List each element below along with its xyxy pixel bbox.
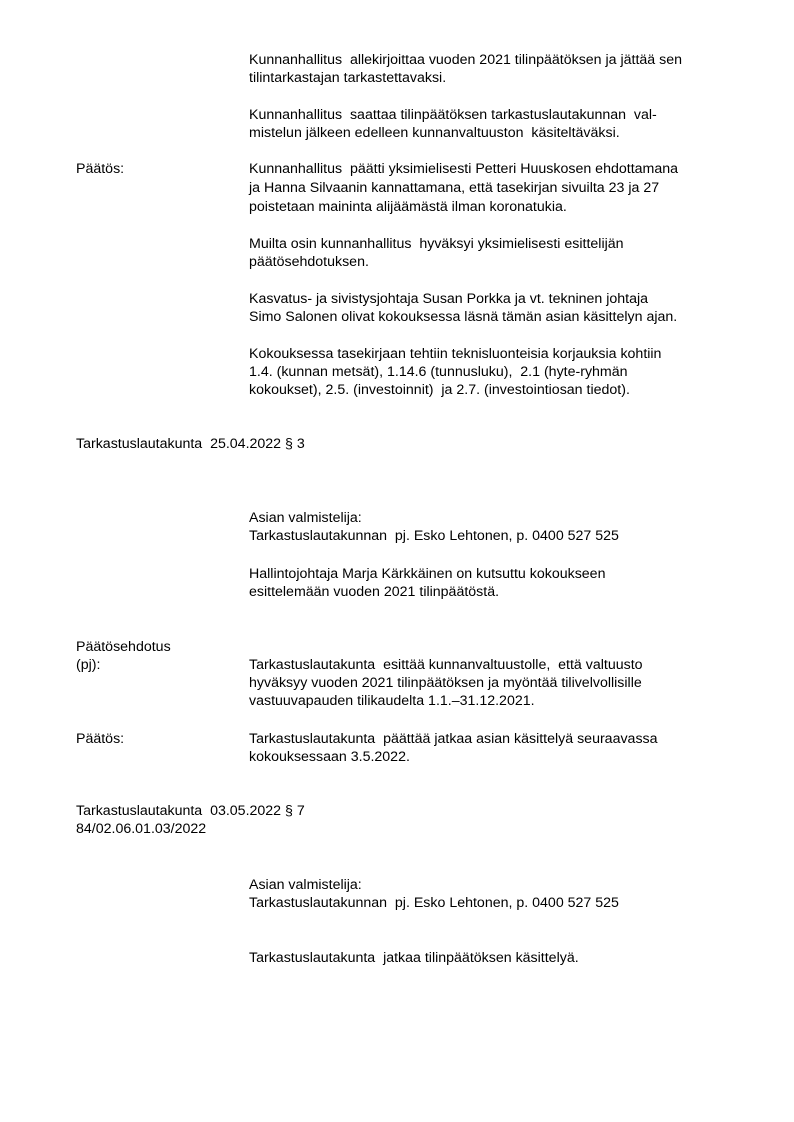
preparer-contact-2: Tarkastuslautakunnan pj. Esko Lehtonen, p. 0400 527 525 — [249, 895, 619, 911]
paragraph-approval-line-1: Muilta osin kunnanhallitus hyväksyi yksimielisesti esittelijän — [249, 236, 624, 252]
paragraph-invite-line-1: Hallintojohtaja Marja Kärkkäinen on kutsuttu kokoukseen — [249, 566, 606, 582]
preparer-label-1: Asian valmistelija: — [249, 510, 362, 526]
decision-line-2: ja Hanna Silvaanin kannattamana, että tasekirjan sivuilta 23 ja 27 — [249, 180, 660, 196]
reference-number: 84/02.06.01.03/2022 — [76, 821, 207, 837]
paragraph-attendance-line-2: Simo Salonen olivat kokouksessa läsnä tämän asian käsittelyn ajan. — [249, 309, 678, 325]
paragraph-corrections-line-3: kokoukset), 2.5. (investoinnit) ja 2.7. (investointiosan tiedot). — [249, 382, 630, 398]
paragraph-forward-line-2: mistelun jälkeen edelleen kunnanvaltuuston käsiteltäväksi. — [249, 125, 620, 141]
decision-label-2: Päätös: — [76, 731, 125, 747]
meeting-heading-2: Tarkastuslautakunta 03.05.2022 § 7 — [76, 803, 305, 819]
preparer-contact-1: Tarkastuslautakunnan pj. Esko Lehtonen, p. 0400 527 525 — [249, 528, 619, 544]
decision2-line-2: kokouksessaan 3.5.2022. — [249, 749, 410, 765]
paragraph-corrections-line-2: 1.4. (kunnan metsät), 1.14.6 (tunnusluku), 2.1 (hyte-ryhmän — [249, 364, 628, 380]
proposal-line-2: hyväksyy vuoden 2021 tilinpäätöksen ja myöntää tilivelvollisille — [249, 675, 642, 691]
decision-label: Päätös: — [76, 161, 125, 177]
meeting-heading-1: Tarkastuslautakunta 25.04.2022 § 3 — [76, 436, 305, 452]
decision2-line-1: Tarkastuslautakunta päättää jatkaa asian käsittelyä seuraavassa — [249, 731, 658, 747]
proposal-line-1: Tarkastuslautakunta esittää kunnanvaltuustolle, että valtuusto — [249, 657, 643, 673]
proposal-label-line-2: (pj): — [76, 657, 101, 673]
paragraph-forward-line-1: Kunnanhallitus saattaa tilinpäätöksen tarkastuslautakunnan val- — [249, 107, 657, 123]
paragraph-sign-line-2: tilintarkastajan tarkastettavaksi. — [249, 70, 447, 86]
paragraph-attendance-line-1: Kasvatus- ja sivistysjohtaja Susan Porkka ja vt. tekninen johtaja — [249, 291, 649, 307]
proposal-label-line-1: Päätösehdotus — [76, 639, 171, 655]
paragraph-corrections-line-1: Kokouksessa tasekirjaan tehtiin teknisluonteisia korjauksia kohtiin — [249, 346, 662, 362]
paragraph-sign-line-1: Kunnanhallitus allekirjoittaa vuoden 2021 tilinpäätöksen ja jättää sen — [249, 52, 683, 68]
preparer-label-2: Asian valmistelija: — [249, 877, 362, 893]
decision-line-1: Kunnanhallitus päätti yksimielisesti Petteri Huuskosen ehdottamana — [249, 161, 679, 177]
paragraph-invite-line-2: esittelemään vuoden 2021 tilinpäätöstä. — [249, 584, 500, 600]
paragraph-approval-line-2: päätösehdotuksen. — [249, 254, 369, 270]
proposal-line-3: vastuuvapauden tilikaudelta 1.1.–31.12.2021. — [249, 693, 535, 709]
decision-line-3: poistetaan maininta alijäämästä ilman koronatukia. — [249, 199, 567, 215]
paragraph-continue: Tarkastuslautakunta jatkaa tilinpäätöksen käsittelyä. — [249, 950, 579, 966]
